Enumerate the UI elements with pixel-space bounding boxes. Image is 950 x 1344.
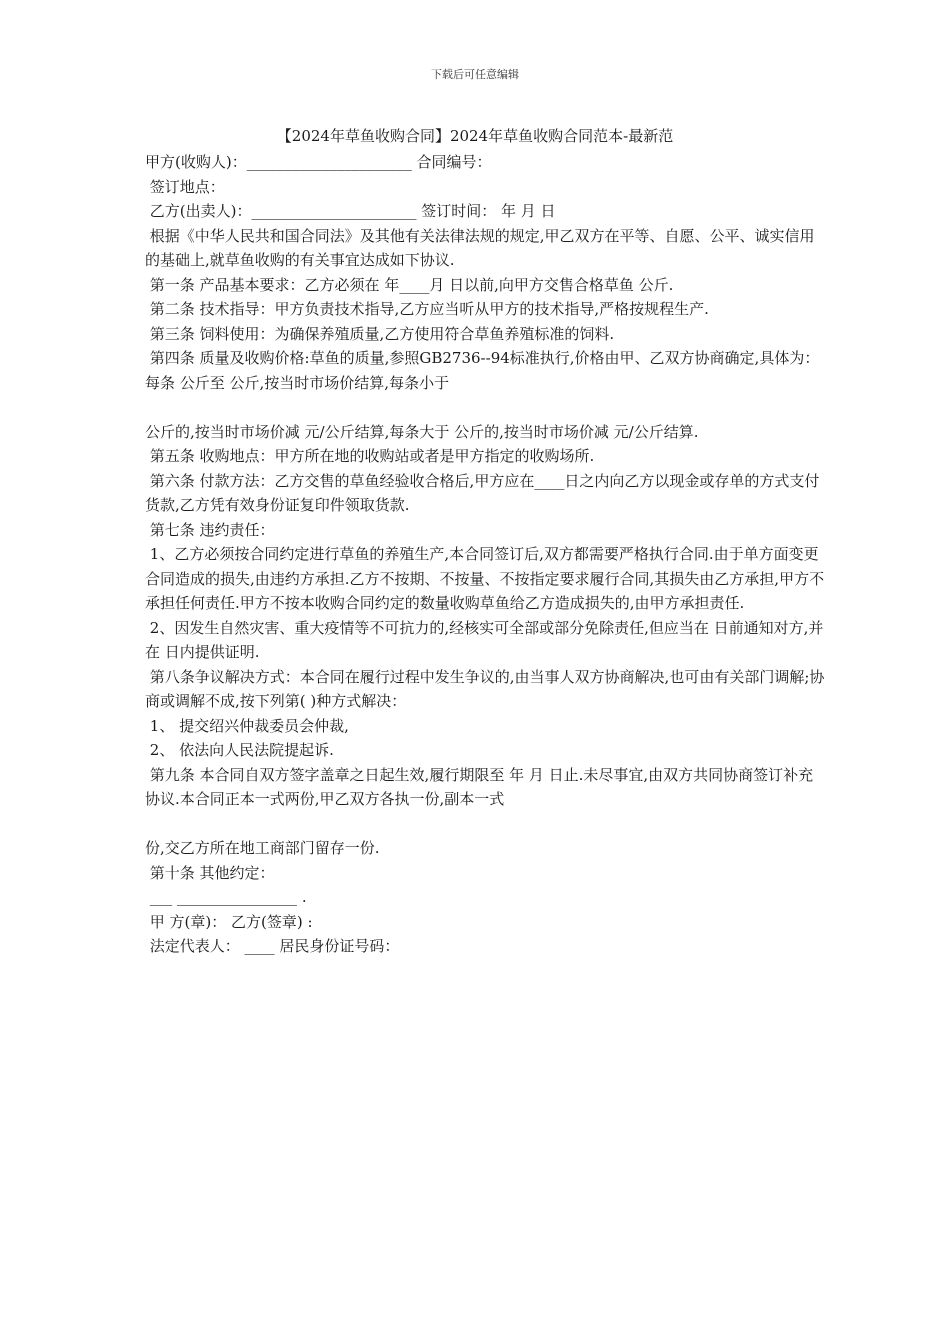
paragraph-gap — [145, 812, 825, 837]
legal-rep-line: 法定代表人： ____ 居民身份证号码： — [145, 937, 400, 955]
article-4-continued: 公斤的,按当时市场价减 元/公斤结算,每条大于 公斤的,按当时市场价减 元/公斤结算. — [145, 422, 699, 441]
party-a-line: 甲方(收购人)：______________________ 合同编号： — [145, 153, 492, 171]
article-3: 第三条 饲料使用：为确保养殖质量,乙方使用符合草鱼养殖标准的饲料. — [145, 324, 615, 343]
preamble-paragraph: 根据《中华人民共和国合同法》及其他有关法律法规的规定,甲乙双方在平等、自愿、公平、诚实信用的基础上,就草鱼收购的有关事宜达成如下协议. — [145, 226, 815, 269]
article-1: 第一条 产品基本要求：乙方必须在 年____月 日以前,向甲方交售合格草鱼 公斤. — [145, 275, 674, 294]
article-7-item-2: 2、因发生自然灾害、重大疫情等不可抗力的,经核实可全部或部分免除责任,但应当在 日前通知对方,并在 日内提供证明. — [145, 618, 824, 661]
article-4: 第四条 质量及收购价格:草鱼的质量,参照GB2736--94标准执行,价格由甲、乙双方协商确定,具体为：每条 公斤至 公斤,按当时市场价结算,每条小于 — [145, 349, 820, 392]
article-8-option-2: 2、 依法向人民法院提起诉. — [145, 741, 334, 759]
article-8-option-1: 1、 提交绍兴仲裁委员会仲裁, — [145, 716, 349, 735]
blank-line-field: ___ ________________ . — [145, 888, 307, 906]
article-9-continued: 份,交乙方所在地工商部门留存一份. — [145, 839, 380, 857]
article-7-heading: 第七条 违约责任： — [145, 520, 275, 539]
article-10: 第十条 其他约定： — [145, 863, 275, 882]
party-b-line: 乙方(出卖人)：______________________ 签订时间： 年 月 日 — [145, 202, 556, 220]
article-7-item-1: 1、乙方必须按合同约定进行草鱼的养殖生产,本合同签订后,双方都需要严格执行合同.由于单方面变更合同造成的损失,由违约方承担.乙方不按期、不按量、不按指定要求履行合同,其损失由乙方承担,甲方不承担任何责任.甲方不按本收购合同约定的数量收购草鱼给乙方造成损失的,由甲方承担责任. — [145, 545, 825, 612]
article-5: 第五条 收购地点：甲方所在地的收购站或者是甲方指定的收购场所. — [145, 447, 595, 465]
paragraph-gap — [145, 395, 825, 420]
signing-place-line: 签订地点： — [145, 177, 225, 196]
article-2: 第二条 技术指导：甲方负责技术指导,乙方应当听从甲方的技术指导,严格按规程生产. — [145, 300, 709, 318]
contract-body — [145, 150, 825, 959]
document-title: 【2024年草鱼收购合同】2024年草鱼收购合同范本-最新范 — [276, 127, 674, 145]
article-8: 第八条争议解决方式：本合同在履行过程中发生争议的,由当事人双方协商解决,也可由有关部门调解;协商或调解不成,按下列第( )种方式解决： — [145, 667, 825, 710]
signature-line: 甲 方(章)： 乙方(签章) : — [145, 912, 313, 931]
header-note: 下载后可任意编辑 — [431, 68, 519, 81]
article-9: 第九条 本合同自双方签字盖章之日起生效,履行期限至 年 月 日止.未尽事宜,由双方共同协商签订补充协议.本合同正本一式两份,甲乙双方各执一份,副本一式 — [145, 765, 814, 808]
article-6: 第六条 付款方法：乙方交售的草鱼经验收合格后,甲方应在____日之内向乙方以现金或存单的方式支付货款,乙方凭有效身份证复印件领取货款. — [145, 471, 820, 514]
